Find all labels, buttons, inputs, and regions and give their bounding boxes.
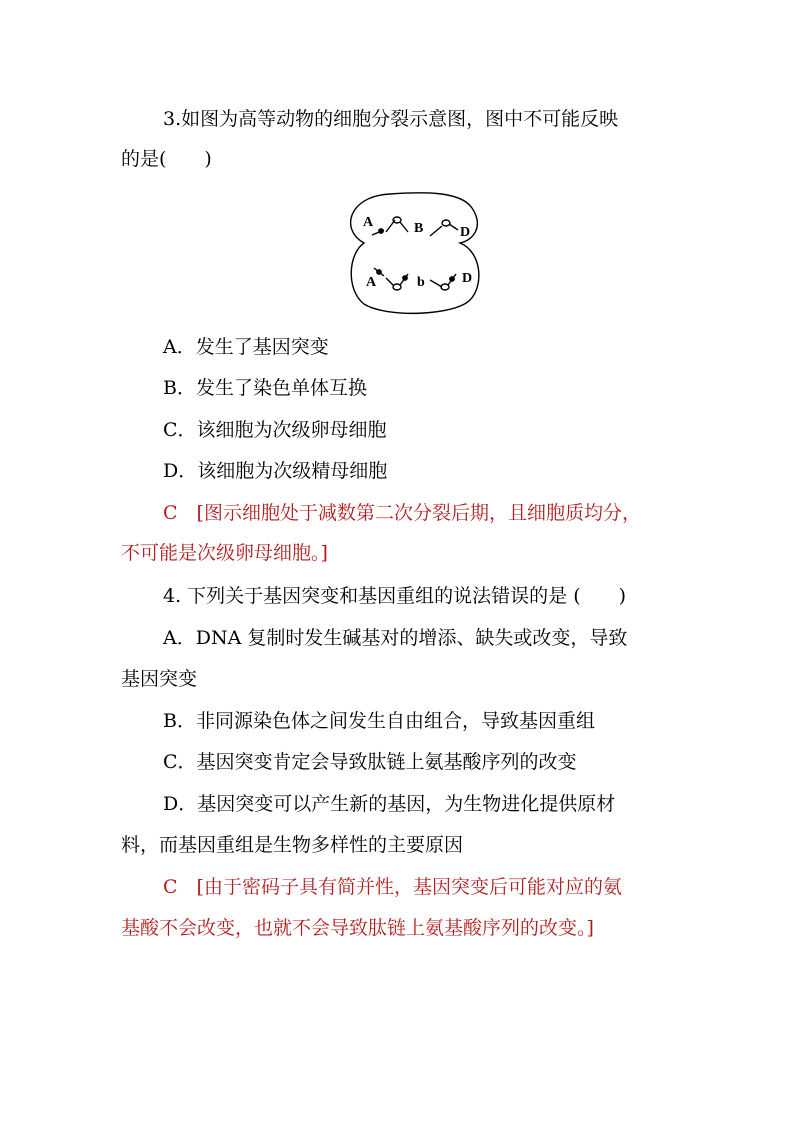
q4-option-D-line1: D．基因突变可以产生新的基因，为生物进化提供原材 bbox=[163, 793, 616, 815]
bottom-chromosomes bbox=[374, 268, 456, 290]
q4-option-C: C．基因突变肯定会导致肽链上氨基酸序列的改变 bbox=[163, 751, 577, 773]
q3-option-C: C．该细胞为次级卵母细胞 bbox=[163, 419, 387, 441]
q4-stem: 4. 下列关于基因突变和基因重组的说法错误的是 ( ) bbox=[163, 585, 627, 607]
q4-answer-line1: C [由于密码子具有简并性，基因突变后可能对应的氨 bbox=[163, 876, 622, 898]
q3-option-A: A．发生了基因突变 bbox=[163, 336, 329, 358]
bottom-label-A: A bbox=[366, 275, 377, 290]
cell-division-figure bbox=[350, 190, 482, 316]
top-label-B: B bbox=[414, 221, 424, 236]
q3-option-D: D．该细胞为次级精母细胞 bbox=[163, 460, 388, 482]
top-label-D: D bbox=[460, 225, 471, 240]
q4-option-D-line2: 料，而基因重组是生物多样性的主要原因 bbox=[121, 834, 464, 856]
q3-stem-line1: 3.如图为高等动物的细胞分裂示意图，图中不可能反映 bbox=[163, 108, 619, 130]
q3-stem-line2: 的是( ) bbox=[121, 148, 212, 170]
q4-option-A-line2: 基因突变 bbox=[121, 668, 198, 690]
q3-answer-line2: 不可能是次级卵母细胞。] bbox=[121, 542, 328, 564]
q4-option-B: B．非同源染色体之间发生自由组合，导致基因重组 bbox=[163, 710, 595, 732]
q4-option-A-line1: A．DNA 复制时发生碱基对的增添、缺失或改变，导致 bbox=[163, 627, 628, 649]
q3-option-B: B．发生了染色单体互换 bbox=[163, 377, 367, 399]
q3-answer-line1: C [图示细胞处于减数第二次分裂后期，且细胞质均分， bbox=[163, 502, 641, 524]
cell-outline bbox=[351, 193, 479, 314]
top-label-A: A bbox=[363, 215, 374, 230]
q4-answer-line2: 基酸不会改变，也就不会导致肽链上氨基酸序列的改变。] bbox=[121, 917, 594, 939]
bottom-label-b: b bbox=[417, 275, 425, 290]
bottom-label-D: D bbox=[462, 271, 473, 286]
